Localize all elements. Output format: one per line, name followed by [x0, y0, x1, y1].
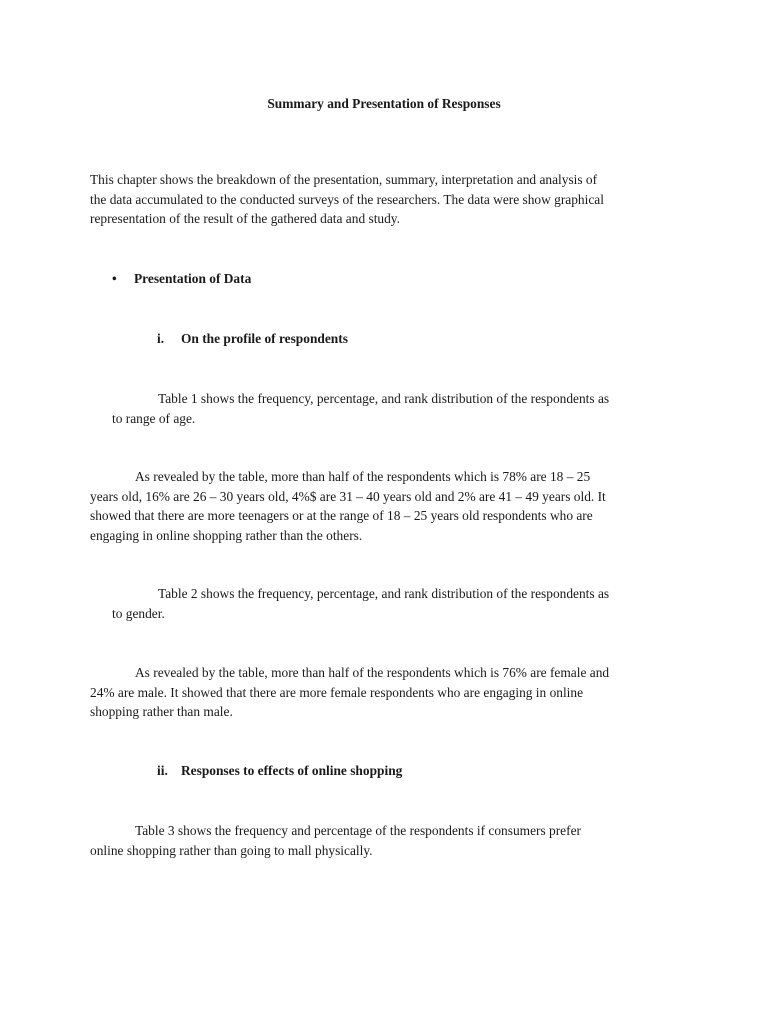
section-i-text: On the profile of respondents — [181, 331, 348, 346]
section-ii-text: Responses to effects of online shopping — [181, 763, 403, 778]
table3-line: online shopping rather than going to mall physically. — [90, 842, 373, 858]
table1-paragraph — [112, 389, 609, 428]
section-ii-heading — [157, 761, 402, 781]
age-line: years old, 16% are 26 – 30 years old, 4%$ are 31 – 40 years old and 2% are 41 – 49 years old. It — [90, 488, 606, 504]
age-paragraph — [90, 467, 606, 545]
intro-line: representation of the result of the gathered data and study. — [90, 211, 400, 226]
table2-paragraph — [112, 584, 609, 623]
intro-line: the data accumulated to the conducted surveys of the researchers. The data were show graphical — [90, 191, 604, 207]
table3-line: Table 3 shows the frequency and percentage of the respondents if consumers prefer — [135, 823, 581, 838]
section-i-number: i. — [157, 331, 165, 346]
gender-line: As revealed by the table, more than half of the respondents which is 76% are female and — [135, 665, 610, 680]
gender-line: 24% are male. It showed that there are more female respondents who are engaging in online — [90, 684, 584, 700]
bullet-heading-text: Presentation of Data — [134, 271, 252, 286]
table1-line: Table 1 shows the frequency, percentage, and rank distribution of the respondents as — [158, 391, 610, 406]
presentation-of-data-heading — [112, 269, 251, 289]
intro-paragraph — [90, 170, 604, 229]
age-line: showed that there are more teenagers or at the range of 18 – 25 years old respondents who are — [90, 508, 593, 523]
table2-line: to gender. — [112, 605, 165, 621]
section-i-heading — [157, 329, 348, 349]
page-title: Summary and Presentation of Responses — [267, 96, 501, 111]
intro-line: This chapter shows the breakdown of the presentation, summary, interpretation and analysis of — [90, 172, 598, 187]
gender-line: shopping rather than male. — [90, 704, 233, 719]
gender-paragraph — [90, 663, 609, 722]
table1-line: to range of age. — [112, 410, 196, 426]
age-line: engaging in online shopping rather than the others. — [90, 527, 363, 543]
table2-line: Table 2 shows the frequency, percentage, and rank distribution of the respondents as — [158, 586, 610, 601]
bullet-icon: • — [112, 271, 117, 286]
table3-paragraph — [90, 821, 581, 860]
age-line: As revealed by the table, more than half of the respondents which is 78% are 18 – 25 — [135, 469, 591, 484]
section-ii-number: ii. — [157, 763, 168, 778]
